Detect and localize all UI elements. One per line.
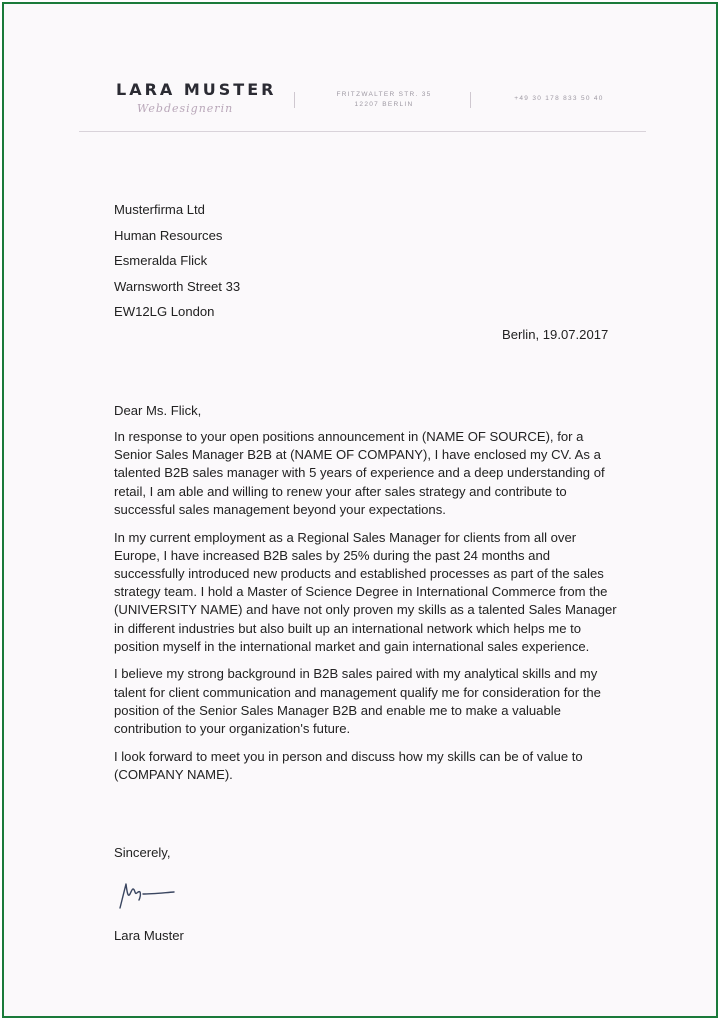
recipient-department: Human Resources [114,227,223,243]
header-divider [294,92,295,108]
recipient-street: Warnsworth Street 33 [114,278,241,294]
recipient-company: Musterfirma Ltd [114,202,205,217]
signer-name: Lara Muster [114,928,184,943]
header-rule [79,131,646,132]
recipient-block [114,197,240,325]
body-paragraph: I look forward to meet you in person and discuss how my skills can be of value to (COMPANY NAME). [114,748,583,782]
letter-page [2,2,718,1018]
body-paragraph: In my current employment as a Regional Sales Manager for clients from all over Europe, I have increased B2B sales by 25% during the past 24 months and successfully introduced new products and established processes as part of the sales strategy team. I hold a Master of Science Degree in International Commerce from the (UNIVERSITY NAME) and have not only proven my skills as a talented Sales Manager in different industries but also built up an international network which helps me to position myself in the international market and gain international sales experience. [114,529,617,654]
recipient-contact: Esmeralda Flick [114,253,208,268]
closing: Sincerely, [114,845,171,860]
sender-phone: +49 30 178 833 50 40 [514,95,604,102]
body-paragraph: I believe my strong background in B2B sales paired with my analytical skills and my talent for client communication and management qualify me for consideration for the position of the Senior Sales Manager B2B and enable me to make a valuable contribution to your organization's future. [114,666,601,737]
signature-image [116,870,186,914]
sender-address-line2: 12207 BERLIN [354,101,414,108]
letter-body [114,428,619,794]
header-divider [470,92,471,108]
recipient-city: EW12LG London [114,304,215,319]
sender-address [304,90,464,110]
sender-address-line1: FRITZWALTER STR. 35 [336,91,432,98]
letterhead [4,4,716,144]
salutation: Dear Ms. Flick, [114,403,202,418]
sender-name: LARA MUSTER [116,80,277,99]
letter-date: Berlin, 19.07.2017 [502,327,609,342]
sender-role: Webdesignerin [137,102,234,115]
body-paragraph: In response to your open positions announcement in (NAME OF SOURCE), for a Senior Sales Manager B2B at (NAME OF COMPANY), I have enclosed my CV. As a talented B2B sales manager with 5 years of experience and a deep understanding of retail, I am able and willing to renew your after sales strategy and contribute to successful sales management beyond your expectations. [114,429,605,517]
